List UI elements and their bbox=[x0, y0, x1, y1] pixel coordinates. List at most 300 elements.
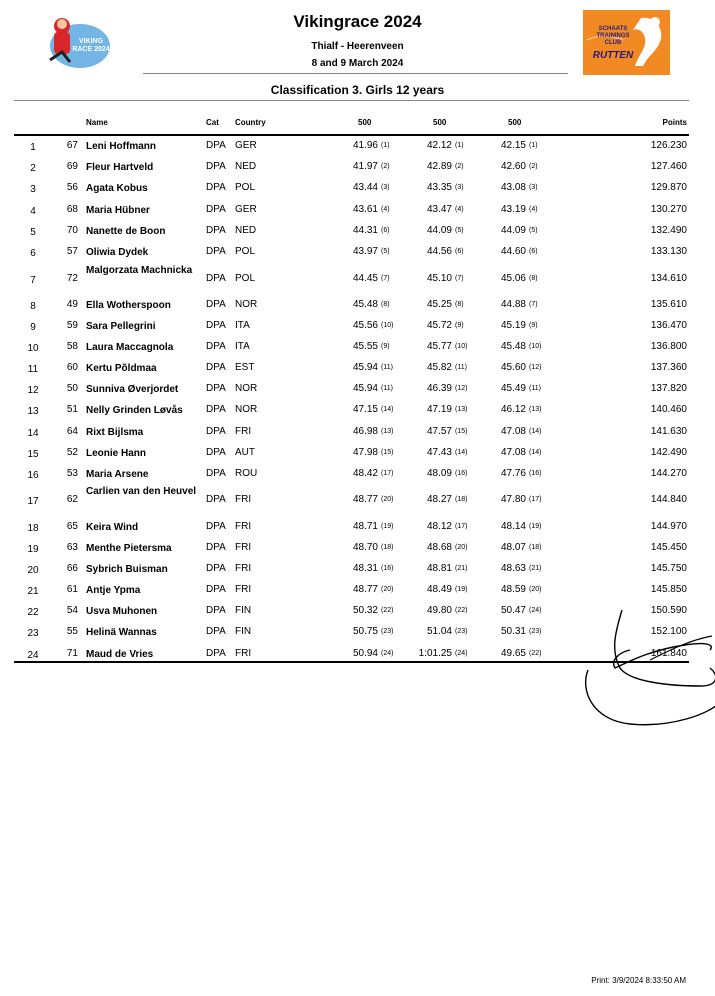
cell-bib: 56 bbox=[66, 182, 78, 193]
cell-rank: 12 bbox=[27, 385, 39, 396]
cell-r1: (3) bbox=[381, 184, 390, 191]
cell-name: Laura Maccagnola bbox=[86, 342, 174, 353]
cell-points: 142.490 bbox=[650, 447, 687, 458]
cell-t3: 42.60 bbox=[500, 161, 526, 172]
cell-t3: 48.59 bbox=[500, 584, 526, 595]
cell-points: 129.870 bbox=[650, 182, 687, 193]
header-divider bbox=[143, 73, 568, 74]
cell-bib: 62 bbox=[66, 494, 78, 505]
cell-r2: (2) bbox=[455, 163, 464, 170]
cell-r3: (7) bbox=[529, 301, 538, 308]
cell-cat: DPA bbox=[206, 341, 226, 352]
cell-rank: 10 bbox=[27, 343, 39, 354]
cell-rank: 4 bbox=[30, 206, 36, 217]
cell-rank: 23 bbox=[27, 628, 39, 639]
cell-cat: DPA bbox=[206, 320, 226, 331]
cell-t2: 49.80 bbox=[426, 605, 452, 616]
cell-country: NED bbox=[235, 225, 257, 236]
cell-cat: DPA bbox=[206, 225, 226, 236]
column-header-500-2: 500 bbox=[433, 118, 447, 127]
cell-rank: 2 bbox=[30, 163, 36, 174]
cell-t3: 49.65 bbox=[500, 648, 526, 659]
cell-t2: 48.09 bbox=[426, 468, 452, 479]
cell-t3: 47.76 bbox=[500, 468, 526, 479]
column-header-cat: Cat bbox=[206, 118, 219, 127]
cell-points: 137.820 bbox=[650, 383, 687, 394]
cell-points: 145.450 bbox=[650, 542, 687, 553]
cell-r1: (4) bbox=[381, 206, 390, 213]
cell-r3: (19) bbox=[529, 523, 542, 530]
cell-t2: 43.47 bbox=[426, 204, 452, 215]
cell-t2: 45.25 bbox=[426, 299, 452, 310]
cell-t1: 47.98 bbox=[352, 447, 378, 458]
cell-country: FIN bbox=[235, 626, 252, 637]
cell-r1: (20) bbox=[381, 586, 394, 593]
cell-r1: (17) bbox=[381, 470, 394, 477]
cell-country: ITA bbox=[235, 320, 250, 331]
cell-cat: DPA bbox=[206, 521, 226, 532]
cell-bib: 58 bbox=[66, 341, 78, 352]
cell-r2: (19) bbox=[455, 586, 468, 593]
cell-bib: 68 bbox=[66, 204, 78, 215]
cell-points: 134.610 bbox=[650, 273, 687, 284]
cell-rank: 9 bbox=[30, 322, 36, 333]
cell-t1: 45.48 bbox=[352, 299, 378, 310]
cell-country: NOR bbox=[235, 404, 258, 415]
cell-r3: (9) bbox=[529, 322, 538, 329]
cell-country: FRI bbox=[235, 563, 252, 574]
cell-r2: (6) bbox=[455, 248, 464, 255]
cell-t3: 45.19 bbox=[500, 320, 526, 331]
cell-country: FRI bbox=[235, 494, 252, 505]
cell-t2: 48.27 bbox=[426, 494, 452, 505]
cell-r1: (8) bbox=[381, 301, 390, 308]
cell-t3: 46.12 bbox=[500, 404, 526, 415]
cell-country: GER bbox=[235, 204, 257, 215]
cell-t2: 45.77 bbox=[426, 341, 452, 352]
cell-cat: DPA bbox=[206, 626, 226, 637]
signature-scribble bbox=[570, 590, 715, 740]
cell-rank: 14 bbox=[27, 428, 39, 439]
venue-text: Thialf - Heerenveen bbox=[311, 41, 404, 52]
cell-r2: (9) bbox=[455, 322, 464, 329]
cell-t1: 48.77 bbox=[352, 494, 378, 505]
club-logo bbox=[583, 10, 670, 75]
cell-r1: (5) bbox=[381, 248, 390, 255]
cell-rank: 19 bbox=[27, 544, 39, 555]
cell-t2: 1:01.25 bbox=[418, 648, 452, 659]
cell-t2: 45.72 bbox=[426, 320, 452, 331]
cell-r1: (11) bbox=[381, 364, 393, 371]
cell-t1: 50.75 bbox=[352, 626, 378, 637]
cell-name: Nelly Grinden Løvås bbox=[86, 405, 183, 416]
cell-points: 140.460 bbox=[650, 404, 687, 415]
cell-t2: 43.35 bbox=[426, 182, 452, 193]
cell-r2: (16) bbox=[455, 470, 468, 477]
cell-cat: DPA bbox=[206, 383, 226, 394]
cell-t3: 44.09 bbox=[500, 225, 526, 236]
cell-r1: (22) bbox=[381, 607, 394, 614]
cell-t2: 48.49 bbox=[426, 584, 452, 595]
cell-country: ROU bbox=[235, 468, 258, 479]
cell-t2: 44.09 bbox=[426, 225, 452, 236]
cell-name: Sybrich Buisman bbox=[86, 564, 168, 575]
cell-country: FRI bbox=[235, 542, 252, 553]
cell-country: POL bbox=[235, 246, 256, 257]
cell-bib: 69 bbox=[66, 161, 78, 172]
cell-t2: 47.19 bbox=[426, 404, 452, 415]
cell-rank: 5 bbox=[30, 227, 36, 238]
cell-r2: (15) bbox=[455, 428, 468, 435]
cell-bib: 63 bbox=[66, 542, 78, 553]
cell-r3: (18) bbox=[529, 544, 542, 551]
cell-rank: 18 bbox=[27, 523, 39, 534]
cell-rank: 24 bbox=[27, 650, 39, 661]
cell-r3: (5) bbox=[529, 227, 538, 234]
cell-country: EST bbox=[235, 362, 255, 373]
cell-r3: (8) bbox=[529, 275, 538, 282]
title-divider bbox=[14, 100, 689, 101]
cell-t1: 48.31 bbox=[352, 563, 378, 574]
cell-cat: DPA bbox=[206, 648, 226, 659]
cell-t3: 50.31 bbox=[500, 626, 526, 637]
cell-t1: 48.77 bbox=[352, 584, 378, 595]
cell-t3: 45.06 bbox=[500, 273, 526, 284]
cell-country: FIN bbox=[235, 605, 252, 616]
cell-country: FRI bbox=[235, 584, 252, 595]
cell-r3: (22) bbox=[529, 650, 542, 657]
cell-points: 127.460 bbox=[650, 161, 687, 172]
cell-t1: 41.97 bbox=[352, 161, 378, 172]
cell-r1: (11) bbox=[381, 385, 393, 392]
cell-rank: 16 bbox=[27, 470, 39, 481]
cell-points: 161.840 bbox=[650, 648, 687, 659]
cell-rank: 1 bbox=[30, 142, 36, 153]
cell-points: 136.800 bbox=[650, 341, 687, 352]
club-logo-text-1: SCHAATS bbox=[598, 26, 628, 32]
cell-bib: 51 bbox=[66, 404, 78, 415]
cell-points: 145.850 bbox=[650, 584, 687, 595]
club-logo-text-4: RUTTEN bbox=[592, 50, 634, 61]
cell-name: Rixt Bijlsma bbox=[86, 427, 144, 438]
cell-cat: DPA bbox=[206, 605, 226, 616]
cell-name: Maria Hübner bbox=[86, 205, 150, 216]
cell-cat: DPA bbox=[206, 542, 226, 553]
cell-points: 145.750 bbox=[650, 563, 687, 574]
cell-rank: 8 bbox=[30, 301, 36, 312]
cell-r3: (14) bbox=[529, 449, 542, 456]
cell-cat: DPA bbox=[206, 182, 226, 193]
cell-r3: (16) bbox=[529, 470, 542, 477]
cell-t3: 47.08 bbox=[500, 447, 526, 458]
cell-t2: 46.39 bbox=[426, 383, 452, 394]
cell-t1: 45.94 bbox=[352, 383, 378, 394]
cell-name: Carlien van den Heuvel bbox=[86, 486, 197, 497]
cell-name: Maud de Vries bbox=[86, 649, 154, 660]
cell-t2: 51.04 bbox=[426, 626, 452, 637]
cell-bib: 54 bbox=[66, 605, 78, 616]
cell-name: Ella Wotherspoon bbox=[86, 300, 171, 311]
cell-points: 126.230 bbox=[650, 140, 687, 151]
cell-r1: (15) bbox=[381, 449, 394, 456]
cell-cat: DPA bbox=[206, 246, 226, 257]
cell-t1: 50.94 bbox=[352, 648, 378, 659]
cell-bib: 67 bbox=[66, 140, 78, 151]
cell-r2: (13) bbox=[455, 406, 468, 413]
cell-cat: DPA bbox=[206, 161, 226, 172]
cell-t2: 45.82 bbox=[426, 362, 452, 373]
cell-t2: 47.43 bbox=[426, 447, 452, 458]
cell-bib: 70 bbox=[66, 225, 78, 236]
cell-t2: 48.68 bbox=[426, 542, 452, 553]
cell-name: Helinä Wannas bbox=[86, 627, 157, 638]
cell-r1: (20) bbox=[381, 496, 394, 503]
header-rule bbox=[14, 134, 689, 136]
cell-rank: 22 bbox=[27, 607, 39, 618]
cell-cat: DPA bbox=[206, 584, 226, 595]
cell-r3: (4) bbox=[529, 206, 538, 213]
cell-name: Agata Kobus bbox=[86, 183, 148, 194]
cell-bib: 59 bbox=[66, 320, 78, 331]
cell-r3: (13) bbox=[529, 406, 542, 413]
cell-bib: 72 bbox=[66, 273, 78, 284]
cell-cat: DPA bbox=[206, 299, 226, 310]
cell-points: 135.610 bbox=[650, 299, 687, 310]
cell-bib: 64 bbox=[66, 426, 78, 437]
cell-r1: (2) bbox=[381, 163, 390, 170]
cell-bib: 50 bbox=[66, 383, 78, 394]
classification-title: Classification 3. Girls 12 years bbox=[270, 83, 445, 97]
cell-r2: (7) bbox=[455, 275, 464, 282]
cell-name: Maria Arsene bbox=[86, 469, 149, 480]
cell-r2: (11) bbox=[455, 364, 467, 371]
cell-cat: DPA bbox=[206, 426, 226, 437]
cell-points: 144.970 bbox=[650, 521, 687, 532]
cell-t3: 48.14 bbox=[500, 521, 526, 532]
cell-bib: 66 bbox=[66, 563, 78, 574]
cell-r1: (6) bbox=[381, 227, 390, 234]
cell-r1: (7) bbox=[381, 275, 390, 282]
cell-bib: 49 bbox=[66, 299, 78, 310]
cell-t3: 48.07 bbox=[500, 542, 526, 553]
cell-t2: 48.12 bbox=[426, 521, 452, 532]
cell-t1: 45.55 bbox=[352, 341, 378, 352]
date-text: 8 and 9 March 2024 bbox=[311, 58, 404, 69]
cell-r3: (17) bbox=[529, 496, 542, 503]
cell-country: ITA bbox=[235, 341, 250, 352]
cell-name: Nanette de Boon bbox=[86, 226, 166, 237]
cell-rank: 20 bbox=[27, 565, 39, 576]
club-logo-text-3: CLUB bbox=[604, 40, 622, 46]
cell-rank: 3 bbox=[30, 184, 36, 195]
cell-points: 150.590 bbox=[650, 605, 687, 616]
cell-bib: 52 bbox=[66, 447, 78, 458]
print-timestamp: Print: 3/9/2024 8:33:50 AM bbox=[591, 976, 686, 985]
cell-cat: DPA bbox=[206, 273, 226, 284]
cell-t2: 45.10 bbox=[426, 273, 452, 284]
cell-points: 144.270 bbox=[650, 468, 687, 479]
cell-cat: DPA bbox=[206, 140, 226, 151]
cell-name: Sunniva Øverjordet bbox=[86, 384, 179, 395]
cell-rank: 13 bbox=[27, 406, 39, 417]
cell-r2: (3) bbox=[455, 184, 464, 191]
cell-cat: DPA bbox=[206, 447, 226, 458]
cell-t3: 43.08 bbox=[500, 182, 526, 193]
cell-name: Malgorzata Machnicka bbox=[86, 265, 193, 276]
cell-t1: 50.32 bbox=[352, 605, 378, 616]
cell-points: 133.130 bbox=[650, 246, 687, 257]
cell-name: Sara Pellegrini bbox=[86, 321, 156, 332]
cell-t1: 46.98 bbox=[352, 426, 378, 437]
cell-r3: (1) bbox=[529, 142, 538, 149]
cell-rank: 6 bbox=[30, 248, 36, 259]
cell-bib: 65 bbox=[66, 521, 78, 532]
cell-name: Fleur Hartveld bbox=[86, 162, 154, 173]
cell-t2: 42.89 bbox=[426, 161, 452, 172]
cell-r2: (22) bbox=[455, 607, 468, 614]
cell-t2: 47.57 bbox=[426, 426, 452, 437]
cell-r2: (24) bbox=[455, 650, 468, 657]
cell-r1: (18) bbox=[381, 544, 394, 551]
cell-r1: (19) bbox=[381, 523, 394, 530]
cell-points: 141.630 bbox=[650, 426, 687, 437]
page-title: Vikingrace 2024 bbox=[293, 12, 422, 31]
cell-points: 152.100 bbox=[650, 626, 687, 637]
cell-rank: 11 bbox=[27, 364, 39, 375]
cell-points: 144.840 bbox=[650, 494, 687, 505]
column-header-500-3: 500 bbox=[508, 118, 522, 127]
cell-bib: 60 bbox=[66, 362, 78, 373]
cell-r3: (6) bbox=[529, 248, 538, 255]
cell-name: Leni Hoffmann bbox=[86, 141, 156, 152]
cell-points: 130.270 bbox=[650, 204, 687, 215]
cell-points: 137.360 bbox=[650, 362, 687, 373]
cell-cat: DPA bbox=[206, 563, 226, 574]
cell-points: 132.490 bbox=[650, 225, 687, 236]
cell-t1: 48.42 bbox=[352, 468, 378, 479]
cell-r3: (2) bbox=[529, 163, 538, 170]
cell-country: AUT bbox=[235, 447, 255, 458]
cell-bib: 55 bbox=[66, 626, 78, 637]
cell-cat: DPA bbox=[206, 494, 226, 505]
cell-t1: 43.97 bbox=[352, 246, 378, 257]
cell-t1: 43.61 bbox=[352, 204, 378, 215]
cell-country: FRI bbox=[235, 426, 252, 437]
cell-r2: (12) bbox=[455, 385, 468, 392]
vikingrace-logo-text: VIKING RACE 2024 bbox=[72, 38, 110, 53]
cell-r1: (9) bbox=[381, 343, 390, 350]
cell-r3: (11) bbox=[529, 385, 541, 392]
cell-t3: 50.47 bbox=[500, 605, 526, 616]
cell-name: Usva Muhonen bbox=[86, 606, 158, 617]
cell-t3: 45.49 bbox=[500, 383, 526, 394]
cell-name: Menthe Pietersma bbox=[86, 543, 172, 554]
club-logo-text-2: TRAININGS bbox=[596, 33, 630, 39]
cell-t3: 44.88 bbox=[500, 299, 526, 310]
cell-t1: 44.45 bbox=[352, 273, 378, 284]
cell-country: FRI bbox=[235, 521, 252, 532]
cell-r3: (20) bbox=[529, 586, 542, 593]
cell-t2: 44.56 bbox=[426, 246, 452, 257]
cell-r3: (21) bbox=[529, 565, 542, 572]
cell-bib: 53 bbox=[66, 468, 78, 479]
column-header-points: Points bbox=[662, 118, 687, 127]
cell-r1: (10) bbox=[381, 322, 394, 329]
cell-bib: 61 bbox=[66, 584, 78, 595]
cell-name: Oliwia Dydek bbox=[86, 247, 149, 258]
cell-r2: (8) bbox=[455, 301, 464, 308]
cell-r2: (21) bbox=[455, 565, 468, 572]
cell-bib: 57 bbox=[66, 246, 78, 257]
cell-rank: 21 bbox=[27, 586, 39, 597]
cell-rank: 15 bbox=[27, 449, 39, 460]
cell-r1: (14) bbox=[381, 406, 394, 413]
cell-name: Antje Ypma bbox=[86, 585, 141, 596]
cell-r2: (17) bbox=[455, 523, 468, 530]
cell-r2: (10) bbox=[455, 343, 468, 350]
cell-r3: (24) bbox=[529, 607, 542, 614]
cell-t1: 48.70 bbox=[352, 542, 378, 553]
cell-r1: (16) bbox=[381, 565, 394, 572]
cell-r2: (20) bbox=[455, 544, 468, 551]
column-header-name: Name bbox=[86, 118, 108, 127]
cell-t1: 43.44 bbox=[352, 182, 378, 193]
cell-country: GER bbox=[235, 140, 257, 151]
cell-t1: 45.94 bbox=[352, 362, 378, 373]
cell-country: POL bbox=[235, 182, 256, 193]
cell-name: Keira Wind bbox=[86, 522, 139, 533]
cell-country: NOR bbox=[235, 383, 258, 394]
cell-t3: 45.60 bbox=[500, 362, 526, 373]
cell-cat: DPA bbox=[206, 204, 226, 215]
cell-t3: 43.19 bbox=[500, 204, 526, 215]
cell-t3: 45.48 bbox=[500, 341, 526, 352]
cell-country: FRI bbox=[235, 648, 252, 659]
cell-name: Kertu Põldmaa bbox=[86, 363, 157, 374]
cell-r3: (12) bbox=[529, 364, 542, 371]
cell-t1: 47.15 bbox=[352, 404, 378, 415]
cell-r3: (10) bbox=[529, 343, 542, 350]
cell-points: 136.470 bbox=[650, 320, 687, 331]
cell-r1: (23) bbox=[381, 628, 394, 635]
cell-cat: DPA bbox=[206, 468, 226, 479]
cell-cat: DPA bbox=[206, 404, 226, 415]
cell-r2: (1) bbox=[455, 142, 464, 149]
cell-t3: 47.80 bbox=[500, 494, 526, 505]
column-header-500-1: 500 bbox=[358, 118, 372, 127]
cell-r2: (23) bbox=[455, 628, 468, 635]
cell-country: NED bbox=[235, 161, 257, 172]
cell-r3: (3) bbox=[529, 184, 538, 191]
cell-country: POL bbox=[235, 273, 256, 284]
cell-t3: 44.60 bbox=[500, 246, 526, 257]
cell-r1: (1) bbox=[381, 142, 390, 149]
cell-r2: (18) bbox=[455, 496, 468, 503]
cell-r1: (24) bbox=[381, 650, 394, 657]
cell-rank: 17 bbox=[27, 496, 39, 507]
cell-bib: 71 bbox=[66, 648, 78, 659]
cell-r2: (5) bbox=[455, 227, 464, 234]
cell-t1: 44.31 bbox=[352, 225, 378, 236]
cell-t3: 47.08 bbox=[500, 426, 526, 437]
cell-t2: 42.12 bbox=[426, 140, 452, 151]
column-header-country: Country bbox=[235, 118, 266, 127]
cell-t3: 48.63 bbox=[500, 563, 526, 574]
cell-rank: 7 bbox=[30, 275, 36, 286]
cell-t2: 48.81 bbox=[426, 563, 452, 574]
cell-country: NOR bbox=[235, 299, 258, 310]
cell-name: Leonie Hann bbox=[86, 448, 147, 459]
